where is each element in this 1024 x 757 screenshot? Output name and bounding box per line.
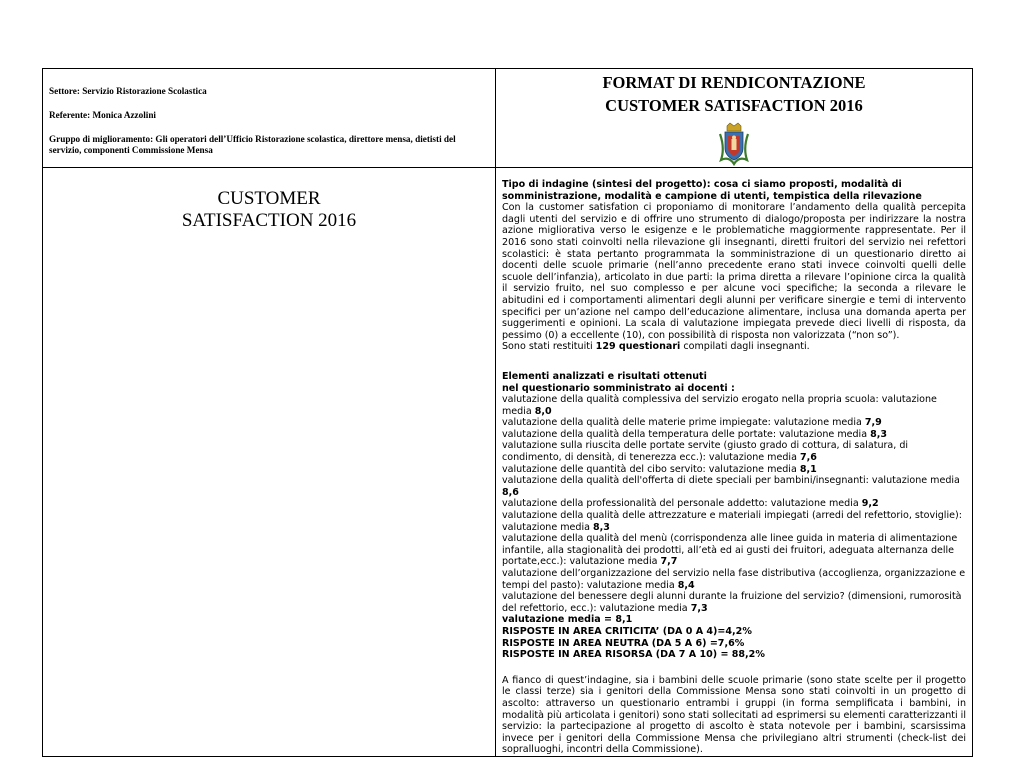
closing-paragraph: A fianco di quest’indagine, sia i bambini delle scuole primarie (sono state scelte per il progetto le classi terze) sia i genitori della Commissione Mensa sono stati coinvolti in un progetto di ascolto: attraverso un questionario entrambi i gruppi (in forma semplificata i bambini, in modalità più articolata i genitori) sono stati sollecitati ad esprimersi su elementi caratterizzanti il servizio: la partecipazione al progetto di ascolto è stata notevole per i bambini, scarsissima invece per i genitori della Commissione Mensa che privilegiano altri strumenti (check-list dei sopralluoghi, incontri della Commissione). [502, 674, 966, 756]
header-row [43, 69, 973, 168]
list-item: valutazione della qualità delle attrezzature e materiali impiegati (arredi del refettorio, stoviglie): valutazione media 8,3 [502, 510, 962, 533]
content-cell [496, 168, 973, 757]
list-item: valutazione dell’organizzazione del servizio nella fase distributiva (accoglienza, organizzazione e tempi del pasto): valutazione media 8,4 [502, 568, 966, 591]
item-value: 7,9 [864, 417, 882, 429]
format-title-line1: FORMAT DI RENDICONTAZIONE [602, 73, 866, 92]
item-value: 8,3 [593, 521, 610, 533]
restituiti-paragraph [502, 341, 966, 353]
header-info-cell [43, 69, 496, 168]
valutazioni-list [502, 394, 966, 614]
risposte-risorsa: RISPOSTE IN AREA RISORSA (DA 7 A 10) = 88,2% [502, 649, 765, 661]
section-title-cell [43, 168, 496, 757]
risposte-critica: RISPOSTE IN AREA CRITICITA’ (DA 0 A 4)=4,2% [502, 625, 752, 637]
list-item: valutazione della qualità delle materie prime impiegate: valutazione media 7,9 [502, 417, 882, 429]
item-value: 7,6 [799, 452, 817, 464]
list-item: valutazione delle quantità del cibo servito: valutazione media 8,1 [502, 463, 817, 475]
list-item: valutazione sulla riuscita delle portate servite (giusto grado di cottura, di salatura, di condimento, di densità, di tenerezza ecc.): valutazione media 7,6 [502, 440, 909, 464]
referente-text: Referente: Monica Azzolini [49, 110, 156, 120]
elementi-heading-1: Elementi analizzati e risultati ottenuti [502, 370, 707, 382]
report-table [42, 68, 973, 757]
restituiti-post: compilati dagli insegnanti. [680, 341, 810, 353]
intro-paragraph: Con la customer satisfation ci proponiamo di monitorare l’andamento della qualità percepita dagli utenti del servizio e di offrire uno strumento di dialogo/proposta per indirizzare la nostra azione migliorativa verso le esigenze e le problematiche maggiormente rappresentate. Per il 2016 sono stati coinvolti nella rilevazione gli insegnanti, diretti fruitori del servizio nei refettori scolastici: è stata pertanto programmata la somministrazione di un questionario diretto ai docenti delle scuole primarie (nell’anno precedente erano stati invece coinvolti quelli delle scuole dell’infanzia), articolato in due parti: la prima diretta a rilevare l’opinione circa la qualità il servizio fruito, nel suo complesso e per alcune voci specifiche; la seconda a rilevare le abitudini ed i comportamenti alimentari degli alunni per verificare sinergie e temi di intervento specifici per un’azione nel campo dell’educazione alimentare, inclusa una domanda aperta per suggerimenti e opinioni. La scala di valutazione impiegata prevede dieci livelli di risposta, da pessimo (0) a eccellente (10), con possibilità di risposta non valorizzata (“non so”). [502, 202, 966, 341]
list-item: valutazione della qualità del menù (corrispondenza alle linee guida in materia di alimentazione infantile, alla stagionalità dei prodotti, all’età ed ai gusti dei fruitori, adeguata alternanza delle portate,ecc.): valutazione media 7,7 [502, 533, 958, 568]
media-summary: valutazione media = 8,1 [502, 614, 633, 626]
list-item: valutazione della professionalità del personale addetto: valutazione media 9,2 [502, 498, 879, 510]
section-title-line2: SATISFACTION 2016 [181, 210, 357, 231]
elementi-heading-2: nel questionario somministrato ai docenti : [502, 382, 735, 394]
item-value: 8,3 [870, 428, 888, 440]
item-value: 8,6 [502, 486, 519, 498]
gruppo-text: Gruppo di miglioramento: Gli operatori dell’Ufficio Ristorazione scolastica, direttore mensa, dietisti del servizio, componenti Commissione Mensa [49, 134, 456, 155]
list-item: valutazione del benessere degli alunni durante la fruizione del servizio? (dimensioni, rumorosità del refettorio, ecc.): valutazione media 7,3 [502, 591, 962, 614]
risposte-neutra: RISPOSTE IN AREA NEUTRA (DA 5 A 6) =7,6% [502, 637, 745, 649]
settore-text: Settore: Servizio Ristorazione Scolastica [49, 86, 207, 96]
format-title-line2: CUSTOMER SATISFACTION 2016 [605, 96, 863, 115]
item-value: 8,4 [677, 579, 695, 591]
list-item: valutazione della qualità della temperatura delle portate: valutazione media 8,3 [502, 428, 888, 440]
body-row [43, 168, 973, 757]
municipal-crest-icon [717, 122, 751, 166]
tipo-indagine-heading: Tipo di indagine (sintesi del progetto): cosa ci siamo proposti, modalità di somministrazione, modalità e campione di utenti, tempistica della rilevazione [502, 179, 922, 202]
list-item: valutazione della qualità complessiva del servizio erogato nella propria scuola: valutazione media 8,0 [502, 394, 937, 417]
section-title-line1: CUSTOMER [217, 188, 321, 209]
item-value: 7,3 [690, 602, 708, 614]
item-value: 8,1 [799, 463, 817, 475]
item-value: 9,2 [861, 498, 879, 510]
item-value: 8,0 [534, 405, 552, 417]
header-title-cell [496, 69, 973, 168]
item-value: 7,7 [660, 556, 678, 568]
restituiti-pre: Sono stati restituiti [502, 341, 596, 353]
list-item: valutazione della qualità dell'offerta di diete speciali per bambini/insegnanti: valutazione media 8,6 [502, 475, 960, 498]
restituiti-count: 129 questionari [595, 341, 681, 353]
